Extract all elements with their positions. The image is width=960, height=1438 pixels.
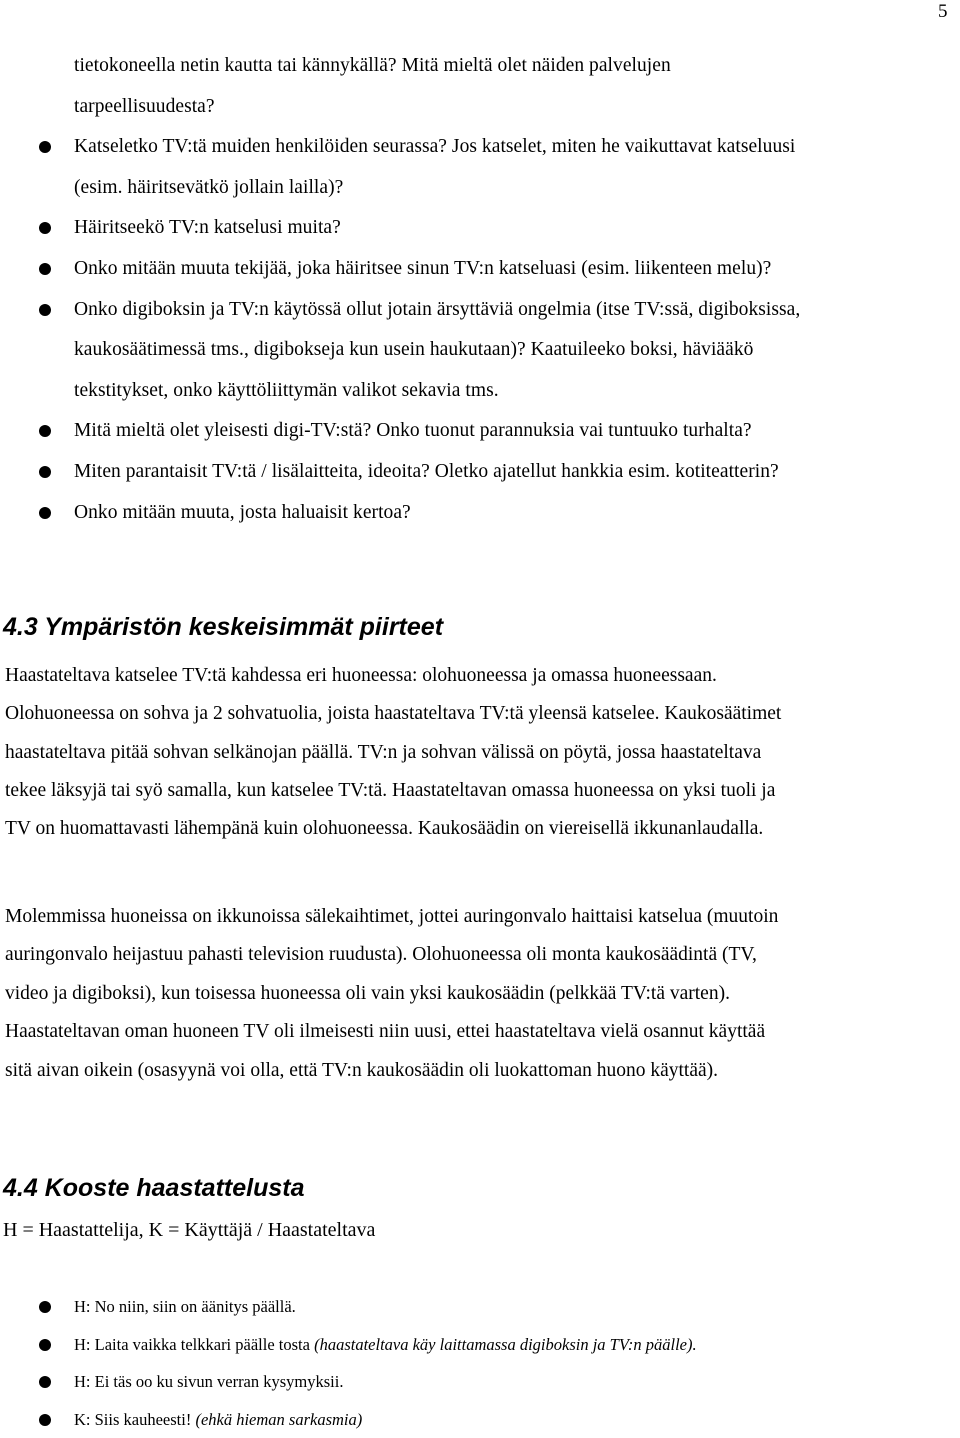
question-text: Miten parantaisit TV:tä / lisälaitteita, ideoita? Oletko ajatellut hankkia esim. kotiteatterin?: [74, 461, 779, 482]
question-line: [0, 168, 960, 209]
bullet-icon: [39, 1376, 51, 1388]
dialog-line: [0, 1363, 960, 1401]
question-item: [0, 249, 960, 290]
dialog-text: H: Laita vaikka telkkari päälle tosta: [74, 1335, 314, 1354]
paragraph-line: TV on huomattavasti lähempänä kuin olohuoneessa. Kaukosäädin on viereisellä ikkunanlaudalla.: [5, 810, 960, 848]
question-item: [0, 290, 960, 331]
bullet-icon: [39, 263, 51, 275]
environment-paragraph-1: [5, 657, 960, 848]
speaker-legend: H = Haastattelija, K = Käyttäjä / Haastateltava: [3, 1216, 375, 1244]
dialog-note: (ehkä hieman sarkasmia): [195, 1410, 362, 1429]
dialog-line: [0, 1326, 960, 1364]
question-item: [0, 452, 960, 493]
question-text: tekstitykset, onko käyttöliittymän valikot sekavia tms.: [74, 380, 499, 401]
section-heading-4-3: 4.3 Ympäristön keskeisimmät piirteet: [3, 612, 443, 642]
bullet-icon: [39, 1301, 51, 1313]
paragraph-line: haastateltava pitää sohvan selkänojan päällä. TV:n ja sohvan välissä on pöytä, jossa haastateltava: [5, 734, 960, 772]
question-item: [0, 127, 960, 168]
question-line: [0, 46, 960, 87]
paragraph-line: sitä aivan oikein (osasyynä voi olla, että TV:n kaukosäädin oli luokattoman huono käyttää).: [5, 1052, 960, 1090]
dialog-text: H: Ei täs oo ku sivun verran kysymyksii.: [74, 1372, 343, 1391]
paragraph-line: Molemmissa huoneissa on ikkunoissa sälekaihtimet, jottei auringonvalo haittaisi katselua (muutoin: [5, 898, 960, 936]
question-text: Onko digiboksin ja TV:n käytössä ollut jotain ärsyttäviä ongelmia (itse TV:ssä, digiboksissa,: [74, 299, 800, 320]
bullet-icon: [39, 141, 51, 153]
question-text: Mitä mieltä olet yleisesti digi-TV:stä? Onko tuonut parannuksia vai tuntuuko turhalta?: [74, 420, 752, 441]
dialog-text: H: No niin, siin on äänitys päällä.: [74, 1297, 296, 1316]
question-list: [0, 46, 960, 533]
question-text: kaukosäätimessä tms., digibokseja kun usein haukutaan)? Kaatuileeko boksi, häviääkö: [74, 339, 753, 360]
dialog-note: (haastateltava käy laittamassa digiboksin ja TV:n päälle).: [314, 1335, 697, 1354]
question-item: [0, 493, 960, 534]
question-line: [0, 330, 960, 371]
paragraph-line: Haastateltavan oman huoneen TV oli ilmeisesti niin uusi, ettei haastateltava vielä osannut käyttää: [5, 1013, 960, 1051]
dialog-line: [0, 1401, 960, 1438]
question-item: [0, 208, 960, 249]
bullet-icon: [39, 1339, 51, 1351]
question-text: (esim. häiritsevätkö jollain lailla)?: [74, 177, 343, 198]
paragraph-line: auringonvalo heijastuu pahasti television ruudusta). Olohuoneessa oli monta kaukosäädintä (TV,: [5, 936, 960, 974]
bullet-icon: [39, 1414, 51, 1426]
interview-dialog: [0, 1288, 960, 1438]
question-text: Onko mitään muuta tekijää, joka häiritsee sinun TV:n katseluasi (esim. liikenteen melu)?: [74, 258, 771, 279]
section-heading-4-4: 4.4 Kooste haastattelusta: [3, 1173, 305, 1203]
paragraph-line: Haastateltava katselee TV:tä kahdessa eri huoneessa: olohuoneessa ja omassa huoneessaan.: [5, 657, 960, 695]
bullet-icon: [39, 466, 51, 478]
question-item: [0, 411, 960, 452]
page-number: 5: [938, 0, 948, 24]
paragraph-line: Olohuoneessa on sohva ja 2 sohvatuolia, joista haastateltava TV:tä yleensä katselee. Kaukosäätimet: [5, 695, 960, 733]
question-line: [0, 371, 960, 412]
question-text: tietokoneella netin kautta tai kännykällä? Mitä mieltä olet näiden palvelujen: [74, 55, 671, 76]
bullet-icon: [39, 507, 51, 519]
environment-paragraph-2: [5, 898, 960, 1090]
bullet-icon: [39, 425, 51, 437]
bullet-icon: [39, 222, 51, 234]
question-line: [0, 87, 960, 128]
bullet-icon: [39, 304, 51, 316]
paragraph-line: video ja digiboksi), kun toisessa huoneessa oli vain yksi kaukosäädin (pelkkää TV:tä varten).: [5, 975, 960, 1013]
question-text: tarpeellisuudesta?: [74, 96, 215, 117]
question-text: Onko mitään muuta, josta haluaisit kertoa?: [74, 502, 411, 523]
question-text: Katseletko TV:tä muiden henkilöiden seurassa? Jos katselet, miten he vaikuttavat katseluusi: [74, 136, 795, 157]
question-text: Häiritseekö TV:n katselusi muita?: [74, 217, 341, 238]
dialog-line: [0, 1288, 960, 1326]
paragraph-line: tekee läksyjä tai syö samalla, kun katselee TV:tä. Haastateltavan omassa huoneessa on yksi tuoli ja: [5, 772, 960, 810]
dialog-text: K: Siis kauheesti!: [74, 1410, 195, 1429]
